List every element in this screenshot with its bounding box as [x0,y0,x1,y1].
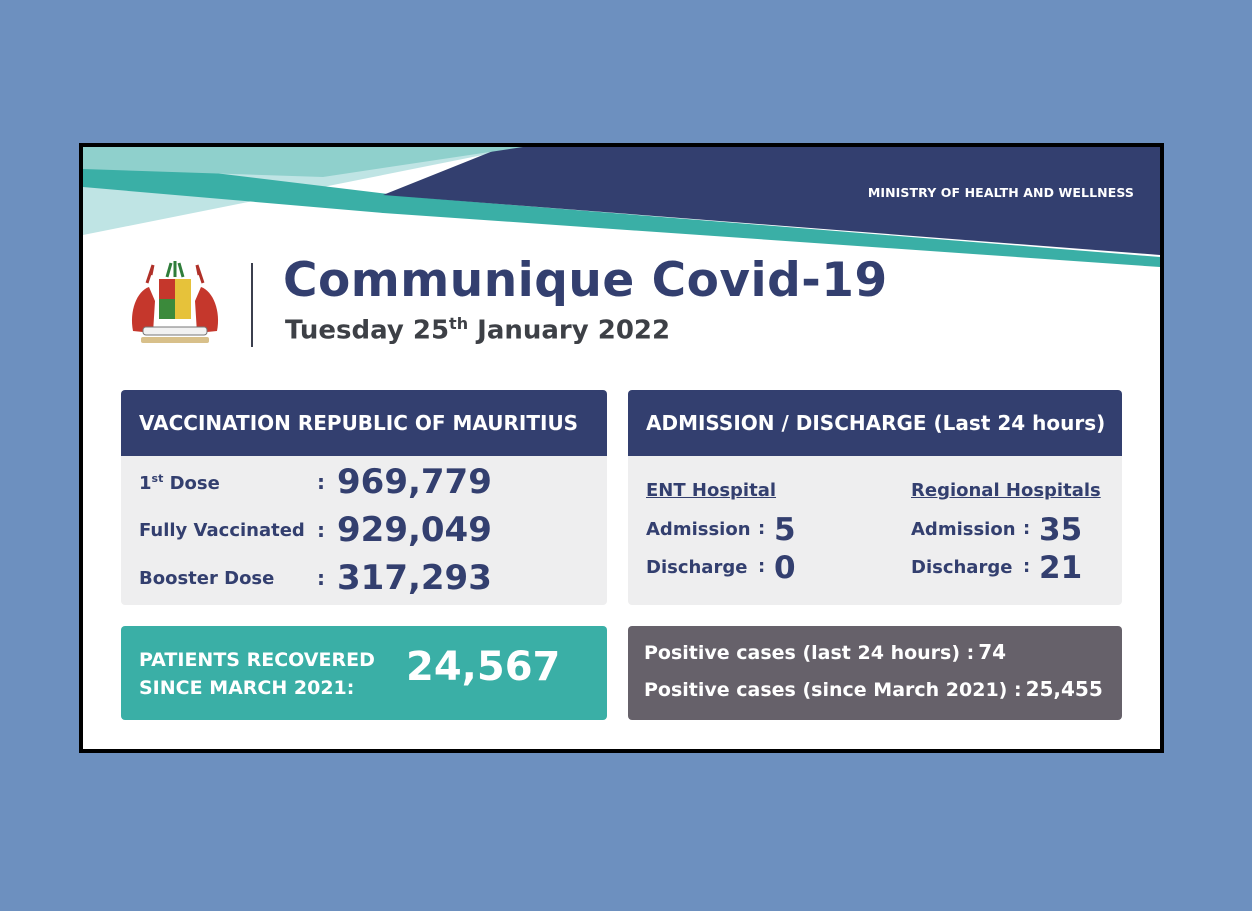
coat-of-arms-logo [123,261,227,349]
positive-last24-value: 74 [978,640,1007,664]
regional-admission-value: 35 [1039,512,1083,548]
vaccination-panel [121,390,607,605]
ent-admission-value: 5 [774,512,796,548]
page-title: Communique Covid-19 [283,253,888,308]
positive-last24-row: Positive cases (last 24 hours) : 74 [644,640,1007,664]
ent-hospital-title: ENT Hospital [646,480,777,501]
ministry-label: MINISTRY OF HEALTH AND WELLNESS [867,185,1134,200]
admission-heading: ADMISSION / DISCHARGE (Last 24 hours) [628,390,1122,456]
patients-recovered-label: PATIENTS RECOVERED SINCE MARCH 2021: [139,649,375,699]
vaccination-heading: VACCINATION REPUBLIC OF MAURITIUS [121,390,607,456]
first-dose-value: 969,779 [337,462,492,502]
positive-cases-box [628,626,1122,720]
positive-since-value: 25,455 [1025,677,1103,701]
booster-dose-label: Booster Dose [139,568,275,589]
fully-vaccinated-label: Fully Vaccinated [139,520,305,541]
vaccination-body: 1st Dose : 969,779 Fully Vaccinated : 929,049 Booster Dose : 317,293 [121,456,607,605]
regional-hospitals-title: Regional Hospitals [911,480,1101,501]
fully-vaccinated-value: 929,049 [337,510,492,550]
admission-body: ENT Hospital Admission : 5 Discharge : 0 Regional Hospitals Admission : 35 Discharge : 21 [628,456,1122,605]
patients-recovered-value: 24,567 [406,644,561,690]
communique-date: Tuesday 25th January 2022 [285,314,671,346]
booster-dose-value: 317,293 [337,558,492,598]
ent-discharge-value: 0 [774,550,796,586]
header-banner [83,147,1160,267]
admission-panel [628,390,1122,605]
header-divider [251,263,253,347]
regional-discharge-value: 21 [1039,550,1083,586]
communique-card [79,143,1164,753]
patients-recovered-box [121,626,607,720]
first-dose-label: 1st Dose [139,472,220,494]
positive-since-row: Positive cases (since March 2021) : 25,455 [644,677,1103,701]
